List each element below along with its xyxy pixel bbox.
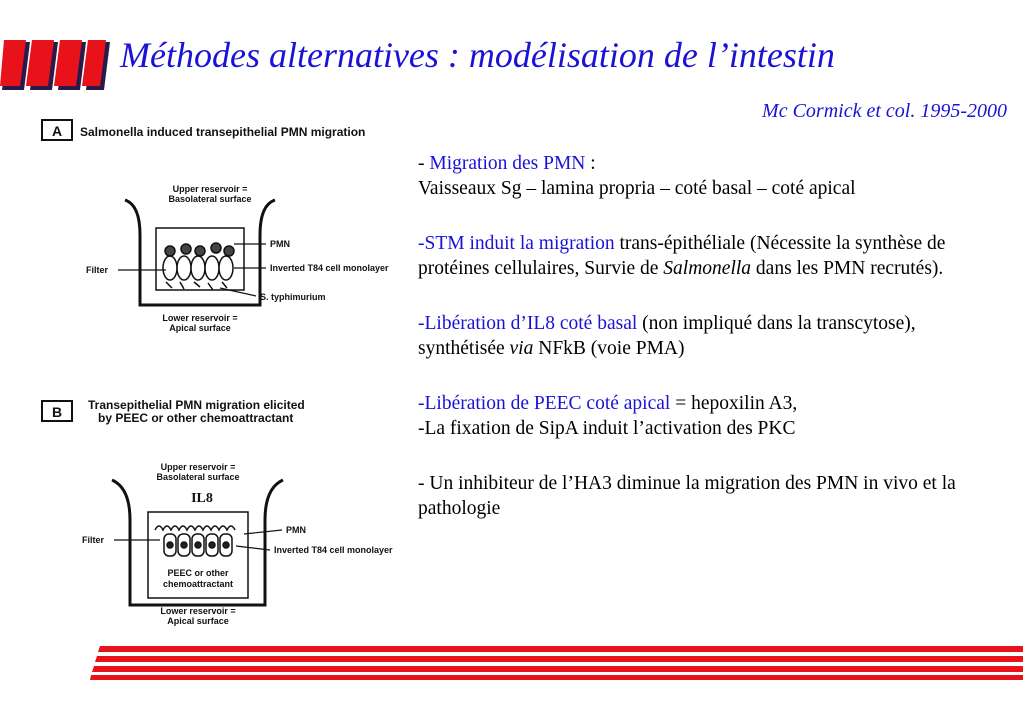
paragraph-stm-migration: -STM induit la migration trans-épithéliale (Nécessite la synthèse de protéines cellulaires, Survie de Salmonella dans les PMN recrutés).: [418, 232, 946, 279]
footer-stripes: [90, 646, 1023, 680]
panel-a: [42, 120, 389, 333]
panel-a-bacteria-label: S. typhimurium: [260, 292, 326, 302]
panel-b-basolateral-surface: Basolateral surface: [156, 472, 240, 482]
panel-b-il8-label: IL8: [191, 491, 213, 506]
panel-a-heading: Salmonella induced transepithelial PMN migration: [80, 125, 366, 139]
reference-citation: Mc Cormick et col. 1995-2000: [762, 100, 1007, 122]
stm-highlight: -STM induit la migration: [418, 232, 615, 254]
panel-a-upper-reservoir: Upper reservoir =: [172, 184, 248, 194]
panel-b: [42, 398, 393, 626]
panel-b-lower-reservoir: Lower reservoir =: [160, 606, 236, 616]
slide-title: Méthodes alternatives : modélisation de l’intestin: [120, 35, 835, 75]
panel-a-apical-surface: Apical surface: [169, 323, 231, 333]
paragraph-il8: -Libération d’IL8 coté basal (non impliqué dans la transcytose), synthétisée via NFkB (voie PMA): [418, 312, 916, 359]
title-logo-bars: [0, 40, 110, 92]
panel-b-pmn-label: PMN: [286, 525, 306, 535]
panel-b-monolayer-label: Inverted T84 cell monolayer: [274, 545, 393, 555]
slide-body: [418, 152, 1003, 552]
paragraph-peec: -Libération de PEEC coté apical = hepoxilin A3, -La fixation de SipA induit l’activation des PKC: [418, 392, 798, 439]
peec-highlight: -Libération de PEEC coté apical: [418, 392, 671, 414]
via-italic: via: [509, 337, 534, 359]
panel-b-upper-reservoir: Upper reservoir =: [160, 462, 236, 472]
panel-a-letter: A: [51, 123, 63, 139]
pmn-migration-detail: Vaisseaux Sg – lamina propria – coté basal – coté apical: [418, 177, 856, 199]
panel-a-lower-reservoir: Lower reservoir =: [162, 313, 238, 323]
panel-b-letter: B: [51, 404, 63, 420]
panel-a-pmn-label: PMN: [270, 239, 290, 249]
sipa-line: -La fixation de SipA induit l’activation des PKC: [418, 417, 796, 439]
panel-b-filter-label: Filter: [82, 535, 105, 545]
panel-a-basolateral-surface: Basolateral surface: [168, 194, 252, 204]
panel-b-peec-line2: chemoattractant: [162, 579, 234, 589]
paragraph-pmn-migration: - Migration des PMN : Vaisseaux Sg – lamina propria – coté basal – coté apical: [418, 153, 856, 199]
paragraph-ha3-inhibitor: - Un inhibiteur de l’HA3 diminue la migration des PMN in vivo et la pathologie: [418, 472, 956, 519]
panel-a-filter-label: Filter: [86, 265, 109, 275]
figure-diagram: [30, 110, 430, 640]
panel-b-heading-line1: Transepithelial PMN migration elicited: [88, 398, 305, 412]
il8-highlight: -Libération d’IL8 coté basal: [418, 312, 638, 334]
salmonella-italic: Salmonella: [663, 257, 752, 279]
panel-b-apical-surface: Apical surface: [167, 616, 229, 626]
panel-b-peec-line1: PEEC or other: [167, 568, 229, 578]
panel-a-monolayer-label: Inverted T84 cell monolayer: [270, 263, 389, 273]
panel-b-cell-monolayer: [155, 526, 235, 556]
pmn-migration-highlight: Migration des PMN: [429, 153, 586, 174]
panel-b-heading-line2: by PEEC or other chemoattractant: [98, 411, 294, 425]
panel-a-cell-monolayer: [163, 243, 234, 290]
